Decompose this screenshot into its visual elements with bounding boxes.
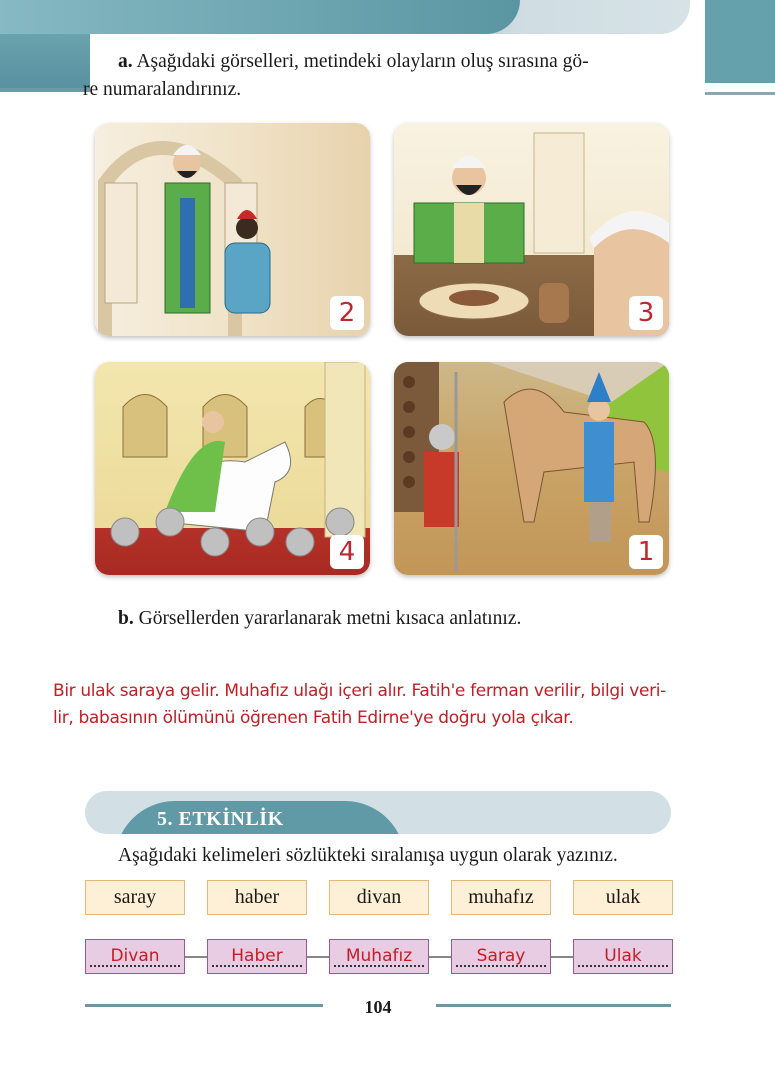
- word-box: haber: [207, 880, 307, 915]
- order-number-badge: 3: [629, 296, 663, 330]
- answer-word: Haber: [231, 946, 283, 966]
- footer-rule-left: [85, 1004, 323, 1007]
- illustration-panel-sultan-horse: [95, 362, 370, 575]
- answer-word: Muhafız: [345, 946, 413, 966]
- header-band: [0, 0, 690, 34]
- guard-horse-illustration: [394, 362, 669, 575]
- word-box: ulak: [573, 880, 673, 915]
- vizier-table-illustration: [394, 123, 669, 336]
- answer-box[interactable]: [451, 939, 551, 974]
- word-box: saray: [85, 880, 185, 915]
- header-left-block: [0, 34, 90, 92]
- header-left-rule: [0, 88, 90, 92]
- word-box: muhafız: [451, 880, 551, 915]
- answer-box[interactable]: [573, 939, 673, 974]
- question-a-line1: Aşağıdaki görselleri, metindeki olayların oluş sırasına gö-: [136, 51, 589, 72]
- question-a: [83, 48, 678, 104]
- answer-line-1: Bir ulak saraya gelir. Muhafız ulağı içeri alır. Fatih'e ferman verilir, bilgi veri-: [53, 681, 666, 701]
- dotted-line: [456, 965, 546, 967]
- header-wave: [0, 0, 520, 34]
- activity-instruction: Aşağıdaki kelimeleri sözlükteki sıralanışa uygun olarak yazınız.: [118, 845, 618, 866]
- order-number-badge: 2: [330, 296, 364, 330]
- order-number-badge: 4: [330, 535, 364, 569]
- question-b-label: b.: [118, 608, 134, 629]
- page-number: 104: [364, 997, 392, 1017]
- dotted-line: [578, 965, 668, 967]
- question-b: [118, 608, 521, 630]
- question-b-text: Görsellerden yararlanarak metni kısaca anlatınız.: [138, 608, 522, 629]
- handwritten-answer: [53, 678, 758, 732]
- order-number-badge: 1: [629, 535, 663, 569]
- answer-line-2: lir, babasının ölümünü öğrenen Fatih Edirne'ye doğru yola çıkar.: [53, 708, 574, 728]
- illustration-panel-guard-messenger: [394, 362, 669, 575]
- footer-rule-right: [436, 1004, 671, 1007]
- question-a-label: a.: [118, 51, 133, 72]
- arch-columns-illustration: [95, 123, 370, 336]
- sultan-horse-illustration: [95, 362, 370, 575]
- answer-word: Divan: [110, 946, 160, 966]
- dotted-line: [334, 965, 424, 967]
- illustration-panel-vizier-scrolls: [394, 123, 669, 336]
- header-right-rule: [705, 92, 775, 95]
- answer-box[interactable]: [329, 939, 429, 974]
- word-box: divan: [329, 880, 429, 915]
- answer-box[interactable]: [207, 939, 307, 974]
- answer-word: Ulak: [604, 946, 642, 966]
- dotted-line: [90, 965, 180, 967]
- dotted-line: [212, 965, 302, 967]
- activity-title: 5. ETKİNLİK: [157, 808, 284, 830]
- answer-word: Saray: [476, 946, 526, 966]
- question-a-line2: re numaralandırınız.: [83, 79, 242, 100]
- answer-box[interactable]: [85, 939, 185, 974]
- illustration-panel-vizier-messenger: [95, 123, 370, 336]
- header-right-block: [705, 0, 775, 83]
